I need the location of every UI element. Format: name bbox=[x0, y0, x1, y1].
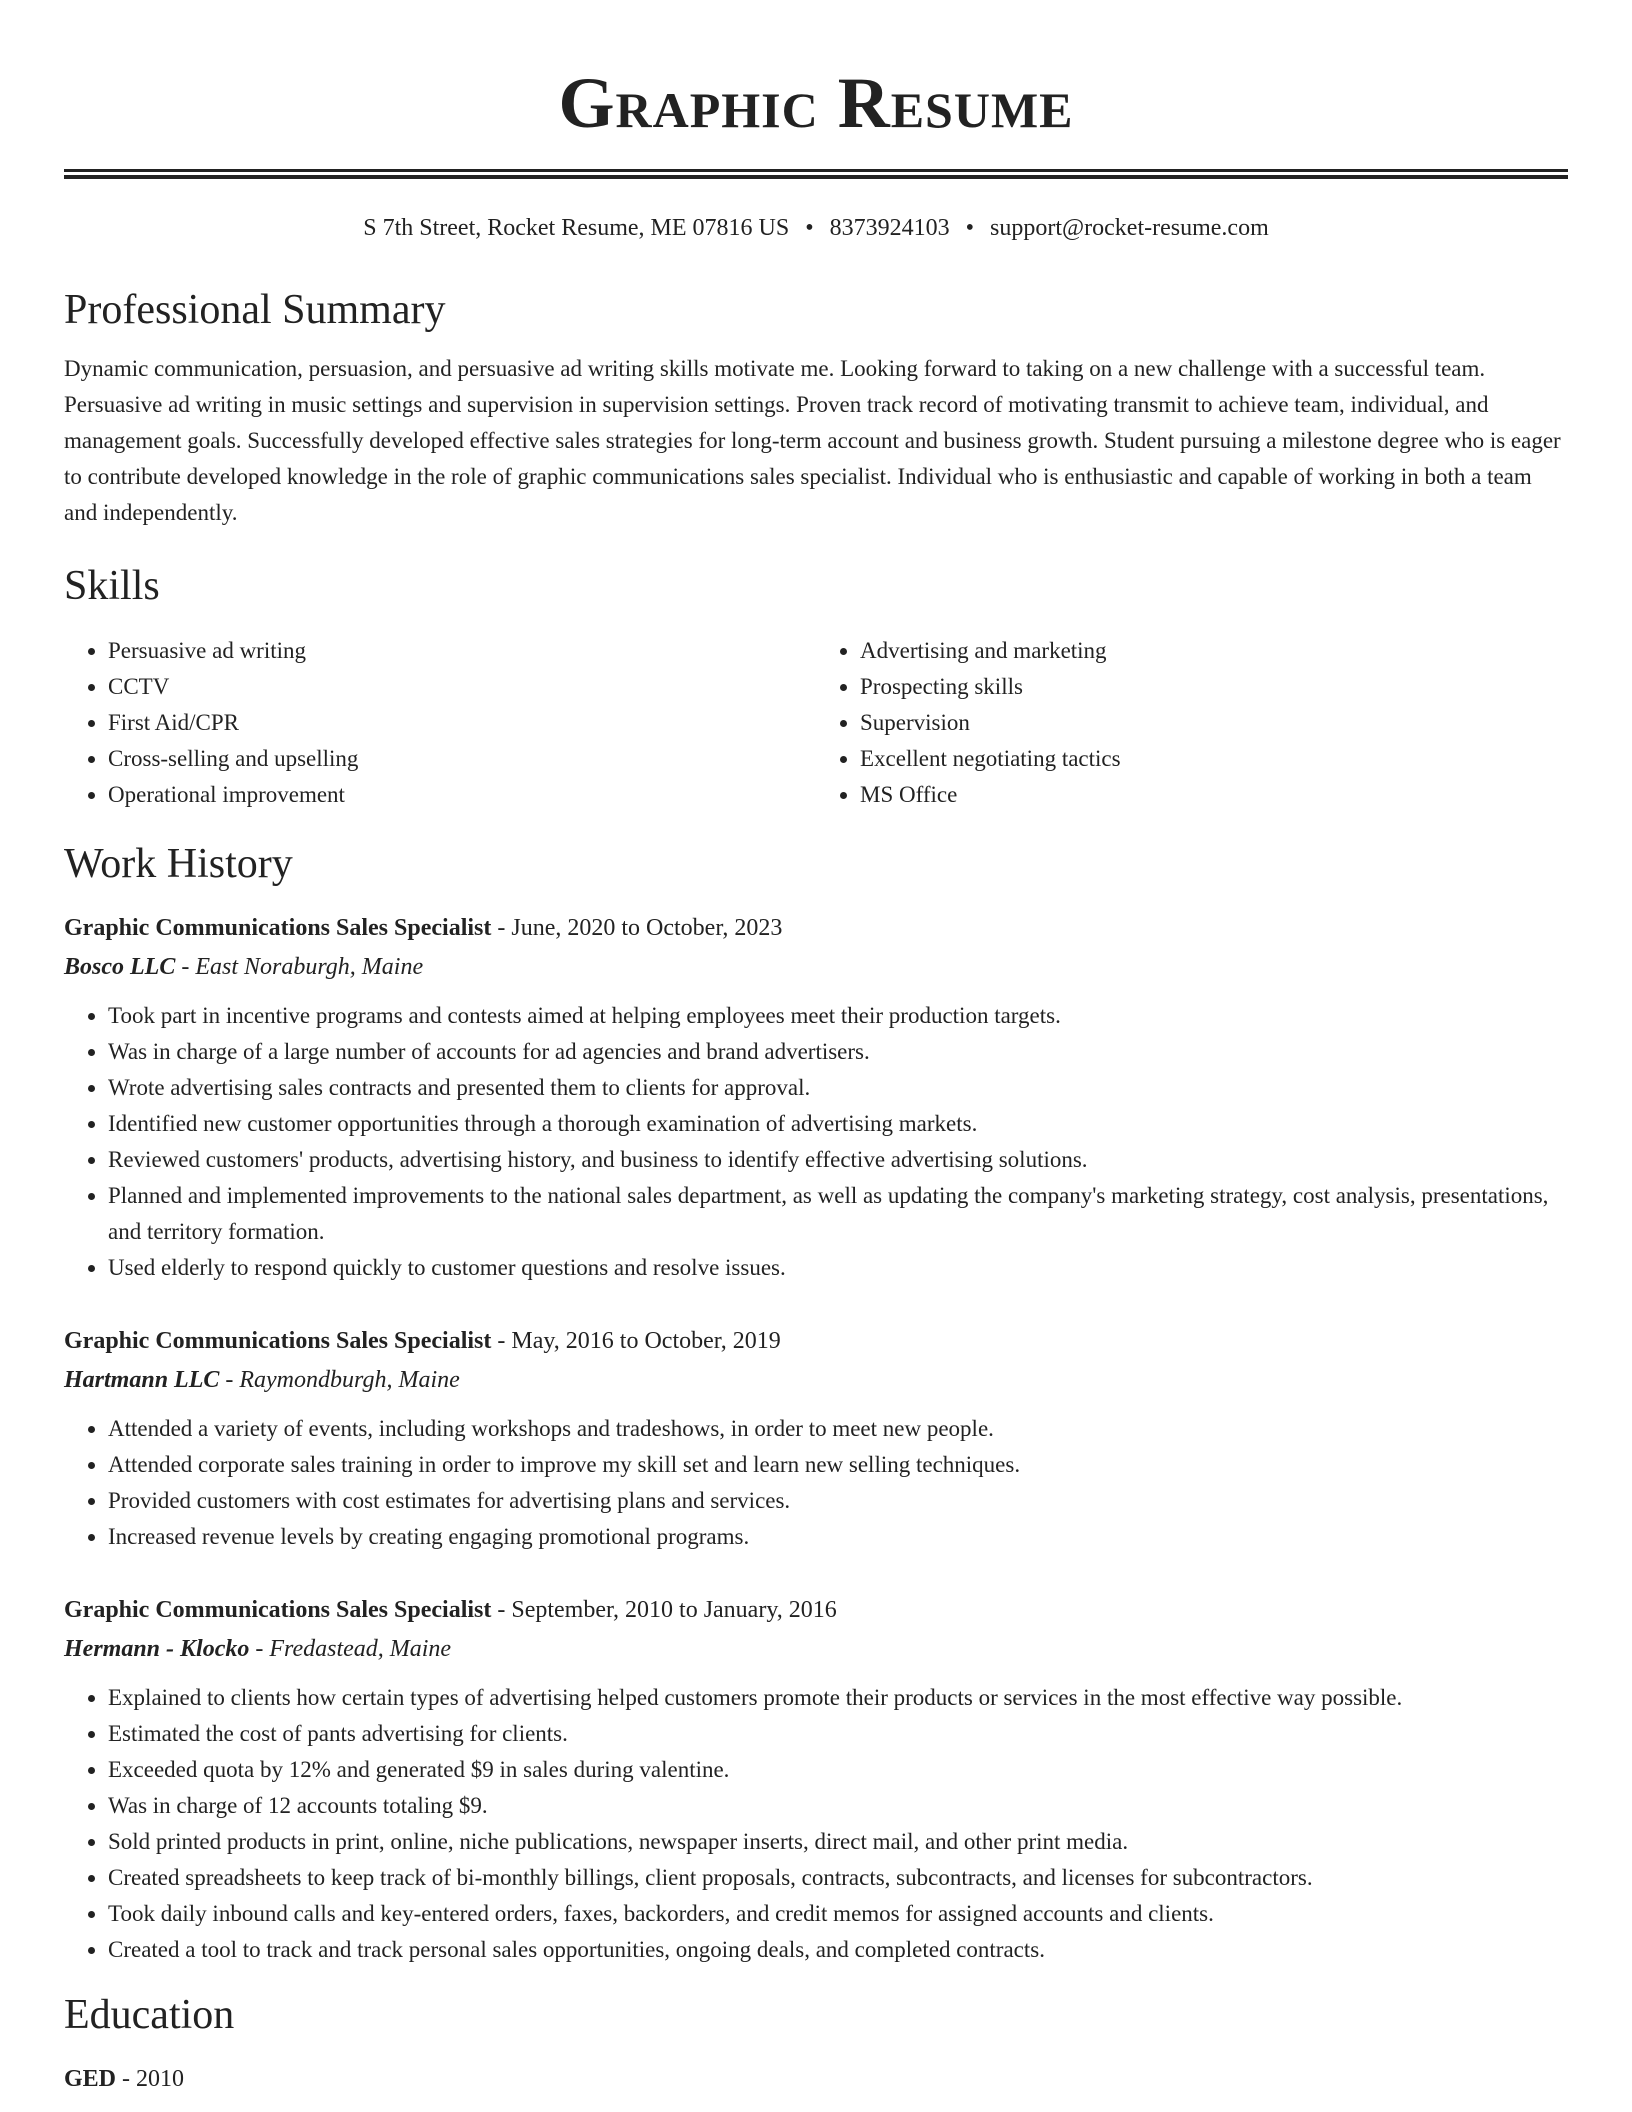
job-company: Bosco LLC bbox=[64, 954, 176, 980]
job-location: - Fredastead, Maine bbox=[249, 1636, 452, 1662]
resume-title: Graphic Resume bbox=[558, 63, 1074, 143]
job-bullet: • Provided customers with cost estimates for advertising plans and services. bbox=[108, 1483, 1568, 1519]
job-bullet: • Attended corporate sales training in order to improve my skill set and learn new selling techniques. bbox=[108, 1447, 1568, 1483]
skills-heading: Skills bbox=[64, 563, 160, 609]
contact-separator: • bbox=[805, 215, 814, 241]
job-bullets bbox=[64, 1411, 1568, 1555]
job-role: Graphic Communications Sales Specialist bbox=[64, 1597, 492, 1623]
job-title-line bbox=[64, 911, 1568, 945]
job-bullet: • Took daily inbound calls and key-entered orders, faxes, backorders, and credit memos for assigned accounts and clients. bbox=[108, 1896, 1568, 1932]
job-bullet: • Sold printed products in print, online, niche publications, newspaper inserts, direct mail, and other print media. bbox=[108, 1824, 1568, 1860]
education-year: - 2010 bbox=[116, 2066, 185, 2092]
job-title-line bbox=[64, 1324, 1568, 1358]
job-location: - East Noraburgh, Maine bbox=[175, 954, 424, 980]
skill-item: • First Aid/CPR bbox=[108, 705, 816, 741]
job-bullet: • Planned and implemented improvements to the national sales department, as well as updating the company's marketing strategy, cost analysis, presentations, and territory formation. bbox=[108, 1178, 1568, 1250]
skill-item: • Prospecting skills bbox=[860, 669, 1568, 705]
job-company-line bbox=[64, 1363, 1568, 1397]
skill-item: • Operational improvement bbox=[108, 777, 816, 813]
skill-item: • CCTV bbox=[108, 669, 816, 705]
job-bullets bbox=[64, 998, 1568, 1286]
contact-line bbox=[64, 213, 1568, 243]
work-history-heading: Work History bbox=[64, 841, 293, 887]
job-bullet: • Took part in incentive programs and contests aimed at helping employees meet their production targets. bbox=[108, 998, 1568, 1034]
job-bullet: • Increased revenue levels by creating engaging promotional programs. bbox=[108, 1519, 1568, 1555]
job-bullet: • Reviewed customers' products, advertising history, and business to identify effective advertising solutions. bbox=[108, 1142, 1568, 1178]
job-role: Graphic Communications Sales Specialist bbox=[64, 1328, 492, 1354]
job-role: Graphic Communications Sales Specialist bbox=[64, 915, 492, 941]
summary-heading: Professional Summary bbox=[64, 287, 446, 333]
job-entry bbox=[64, 1324, 1568, 1555]
job-bullet: • Explained to clients how certain types of advertising helped customers promote their products or services in the most effective way possible. bbox=[108, 1680, 1568, 1716]
job-bullet: • Was in charge of 12 accounts totaling $9. bbox=[108, 1788, 1568, 1824]
summary-text: Dynamic communication, persuasion, and persuasive ad writing skills motivate me. Looking forward to taking on a new challenge with a successful team. Persuasive ad writing in music settings and supervision in supervision settings. Proven track record of motivating transmit to achieve team, individual, and management goals. Successfully developed effective sales strategies for long-term account and business growth. Student pursuing a milestone degree who is eager to contribute developed knowledge in the role of graphic communications sales specialist. Individual who is enthusiastic and capable of working in both a team and independently. bbox=[64, 356, 1561, 525]
skill-item: • MS Office bbox=[860, 777, 1568, 813]
education-heading: Education bbox=[64, 1992, 235, 2038]
education-degree: GED bbox=[64, 2066, 117, 2092]
job-bullet: • Attended a variety of events, including workshops and tradeshows, in order to meet new people. bbox=[108, 1411, 1568, 1447]
job-entry bbox=[64, 911, 1568, 1286]
job-company-line bbox=[64, 950, 1568, 984]
job-bullet: • Estimated the cost of pants advertising for clients. bbox=[108, 1716, 1568, 1752]
skills-column-right bbox=[816, 633, 1568, 813]
job-bullet: • Created spreadsheets to keep track of bi-monthly billings, client proposals, contracts, subcontracts, and licenses for subcontractors. bbox=[108, 1860, 1568, 1896]
job-bullet: • Wrote advertising sales contracts and presented them to clients for approval. bbox=[108, 1070, 1568, 1106]
job-dates: - June, 2020 to October, 2023 bbox=[491, 915, 783, 941]
job-company: Hartmann LLC bbox=[64, 1367, 220, 1393]
job-bullets bbox=[64, 1680, 1568, 1968]
job-location: - Raymondburgh, Maine bbox=[219, 1367, 460, 1393]
skill-item: • Excellent negotiating tactics bbox=[860, 741, 1568, 777]
job-company-line bbox=[64, 1632, 1568, 1666]
skill-item: • Persuasive ad writing bbox=[108, 633, 816, 669]
contact-separator: • bbox=[965, 215, 975, 241]
job-dates: - May, 2016 to October, 2019 bbox=[491, 1328, 781, 1354]
contact-address: S 7th Street, Rocket Resume, ME 07816 US bbox=[363, 215, 790, 241]
job-bullet: • Was in charge of a large number of accounts for ad agencies and brand advertisers. bbox=[108, 1034, 1568, 1070]
skill-item: • Advertising and marketing bbox=[860, 633, 1568, 669]
skill-item: • Cross-selling and upselling bbox=[108, 741, 816, 777]
skill-item: • Supervision bbox=[860, 705, 1568, 741]
job-bullet: • Created a tool to track and track personal sales opportunities, ongoing deals, and completed contracts. bbox=[108, 1932, 1568, 1968]
skills-list bbox=[64, 633, 1568, 813]
contact-email: support@rocket-resume.com bbox=[990, 215, 1269, 241]
contact-phone: 8373924103 bbox=[829, 215, 950, 241]
job-bullet: • Used elderly to respond quickly to customer questions and resolve issues. bbox=[108, 1250, 1568, 1286]
job-bullet: • Identified new customer opportunities through a thorough examination of advertising markets. bbox=[108, 1106, 1568, 1142]
job-dates: - September, 2010 to January, 2016 bbox=[491, 1597, 837, 1623]
skills-column-left bbox=[64, 633, 816, 813]
job-company: Hermann - Klocko bbox=[64, 1636, 250, 1662]
job-title-line bbox=[64, 1593, 1568, 1627]
job-bullet: • Exceeded quota by 12% and generated $9 in sales during valentine. bbox=[108, 1752, 1568, 1788]
title-divider bbox=[64, 169, 1568, 179]
job-entry bbox=[64, 1593, 1568, 1968]
education-entry bbox=[64, 2062, 1568, 2096]
